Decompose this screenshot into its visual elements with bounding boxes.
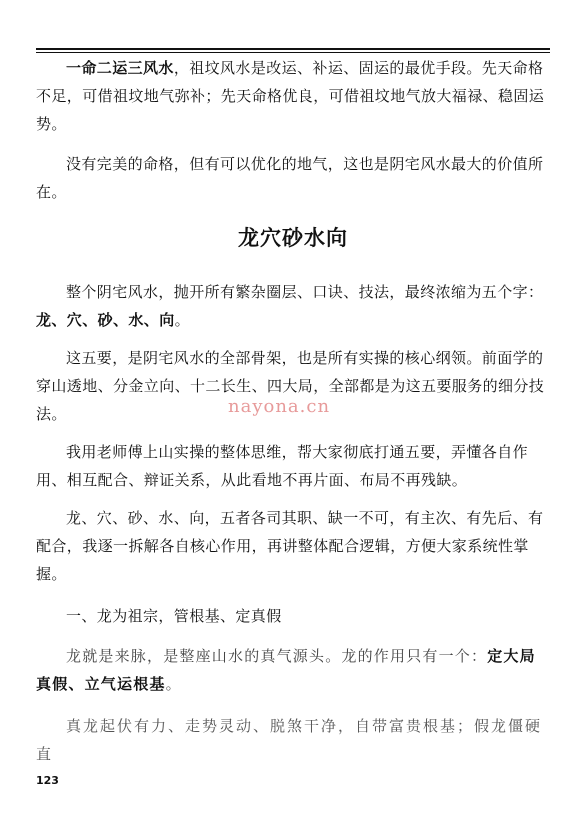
paragraph: 真龙起伏有力、走势灵动、脱煞干净，自带富贵根基；假龙僵硬直 [36, 717, 543, 763]
top-rule-thin [36, 52, 550, 53]
page-number: 123 [36, 774, 59, 787]
paragraph-end: 。 [174, 311, 191, 329]
paragraph-text: 龙就是来脉，是整座山水的真气源头。龙的作用只有一个： [66, 647, 488, 665]
paragraph: 这五要，是阴宅风水的全部骨架，也是所有实操的核心纲领。前面学的穿山透地、分金立向、十二长生、四大局，全部都是为这五要服务的细分技法。 [36, 349, 545, 423]
paragraph [36, 642, 550, 698]
watermark: nayona.cn [228, 396, 331, 417]
paragraph: 龙、穴、砂、水、向，五者各司其职、缺一不可，有主次、有先后、有配合，我逐一拆解各自核心作用，再讲整体配合逻辑，方便大家系统性掌握。 [36, 509, 544, 583]
paragraph: 我用老师傅上山实操的整体思维，帮大家彻底打通五要，弄懂各自作用、相互配合、辩证关系，从此看地不再片面、布局不再残缺。 [36, 443, 529, 489]
top-rule [36, 48, 550, 50]
paragraph-end: 。 [165, 675, 182, 693]
subsection-title: 一、龙为祖宗，管根基、定真假 [66, 607, 282, 625]
paragraph [36, 278, 550, 334]
bold-phrase: 一命二运三风水 [66, 59, 174, 77]
section-heading: 龙穴砂水向 [238, 225, 348, 250]
paragraph: 没有完美的命格，但有可以优化的地气，这也是阴宅风水最大的价值所在。 [36, 155, 544, 201]
paragraph-text: 整个阴宅风水，抛开所有繁杂圈层、口诀、技法，最终浓缩为五个字： [66, 283, 544, 301]
paragraph-text: ，祖坟风水是改运、补运、固运的最优手段。先天命格不足，可借祖坟地气弥补；先天命格优良，可借祖坟地气放大福禄、稳固运势。 [36, 59, 545, 133]
bold-phrase: 龙、穴、砂、水、向 [36, 311, 175, 329]
bold-phrase: 定大局真假、立气运根基 [36, 647, 536, 693]
paragraph [36, 54, 550, 138]
